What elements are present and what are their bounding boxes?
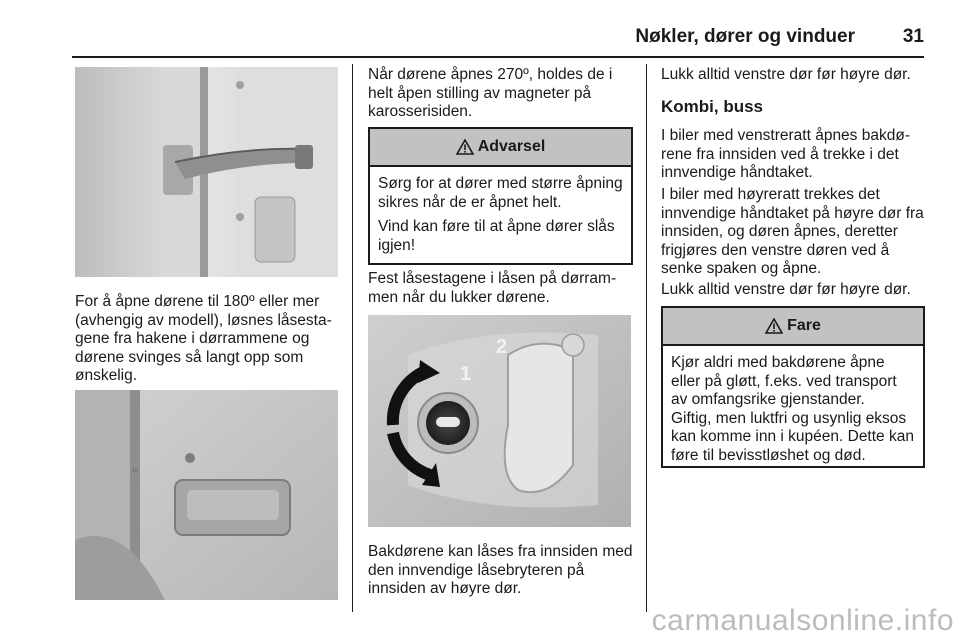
danger-title: Fare — [787, 317, 821, 334]
warning-header — [370, 129, 631, 167]
warning-triangle-icon — [456, 139, 474, 155]
danger-box — [661, 306, 925, 468]
door-check-strap-image — [75, 67, 338, 277]
page-number: 31 — [902, 26, 924, 47]
col3-paragraph-3: I biler med høyreratt trekkes det innvendige håndtaket på høyre dør fra innsiden, og døren åpnes, deretter frigjøres den venstre døren ved å senke spaken og åpne. — [661, 186, 924, 277]
warning-text-1: Sørg for at dører med større åpning sikres når de er åpnet helt. — [378, 175, 623, 211]
warning-box — [368, 127, 633, 265]
col1-paragraph-1: For å åpne dørene til 180º eller mer (avhengig av modell), løsnes låsesta-gene fra hakene i dørrammene og dørene svinges så langt opp som ønskelig. — [75, 293, 332, 384]
col3-paragraph-4: Lukk alltid venstre dør før høyre dør. — [661, 281, 911, 298]
col2-paragraph-1: Når dørene åpnes 270º, holdes de i helt åpen stilling av magneter på karosserisiden. — [368, 66, 613, 120]
danger-text-2: Giftig, men luktfri og usynlig eksos kan komme inn i kupéen. Dette kan føre til bevisstløshet og død. — [671, 409, 914, 464]
warning-text-2: Vind kan føre til at åpne dører slås igjen! — [378, 218, 615, 254]
col2-paragraph-2: Fest låsestagene i låsen på dørram-men når du lukker dørene. — [368, 270, 617, 306]
page-header — [0, 0, 960, 60]
figure-label-1: 1 — [460, 363, 472, 385]
danger-text-1: Kjør aldri med bakdørene åpne eller på gløtt, f.eks. ved transport av omfangsrike gjenstander. — [671, 354, 897, 408]
header-rule — [72, 56, 924, 58]
warning-title: Advarsel — [477, 138, 546, 155]
col3-paragraph-2: I biler med venstreratt åpnes bakdø-rene fra innsiden ved å trekke i det innvendige håndtaket. — [661, 127, 910, 181]
page-title: Nøkler, dører og vinduer — [635, 26, 855, 47]
rear-door-handle-image — [75, 390, 338, 600]
watermark: carmanualsonline.info — [651, 604, 954, 637]
col2-paragraph-3: Bakdørene kan låses fra innsiden med den innvendige låsebryteren på innsiden av høyre dør. — [368, 543, 633, 597]
danger-header — [663, 308, 923, 346]
section-subheading: Kombi, buss — [661, 97, 764, 116]
danger-triangle-icon — [765, 318, 783, 334]
column-divider-2 — [646, 64, 647, 612]
col3-paragraph-1: Lukk alltid venstre dør før høyre dør. — [661, 66, 911, 83]
door-lock-switch-image — [368, 315, 631, 527]
figure-label-2: 2 — [496, 336, 508, 358]
column-divider-1 — [352, 64, 353, 612]
